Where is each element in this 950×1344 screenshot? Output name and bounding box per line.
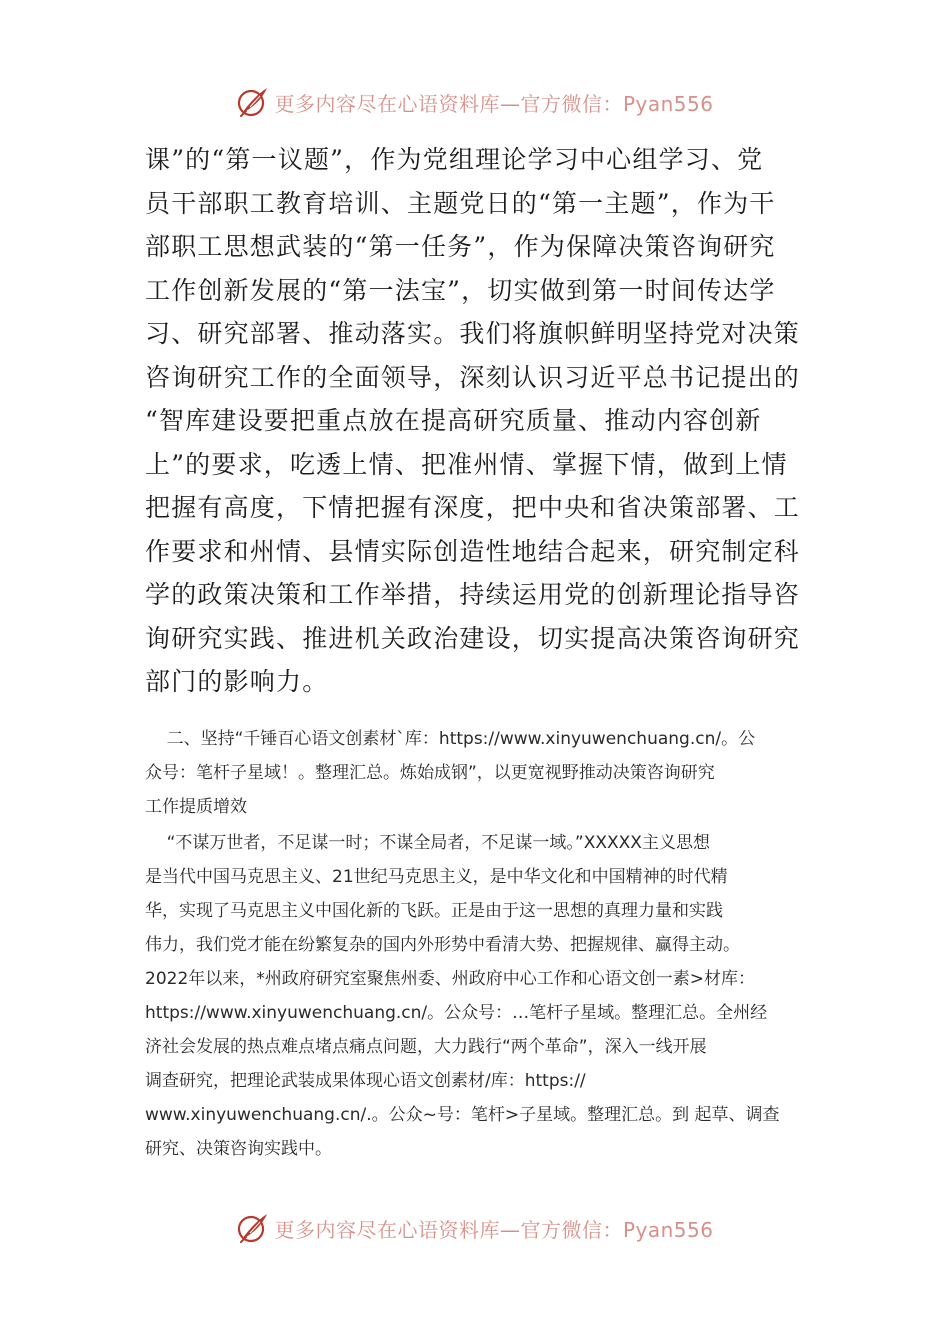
paragraph-line: 课”的“第一议题”，作为党组理论学习中心组学习、党 (145, 145, 764, 174)
body-line: https://www.xinyuwenchuang.cn/。公众号：…笔杆子星域。整理汇总。全州经 (145, 1002, 768, 1023)
quill-pen-icon (236, 85, 270, 119)
paragraph-line: “智库建设要把重点放在提高研究质量、推动内容创新 (145, 406, 762, 435)
body-line: 2022年以来，*州政府研究室聚焦州委、州政府中心工作和心语文创一素>材库： (145, 968, 756, 989)
heading-line: 工作提质增效 (145, 796, 247, 817)
paragraph-line: 上”的要求，吃透上情、把准州情、掌握下情，做到上情 (145, 449, 788, 479)
main-paragraph (145, 138, 810, 704)
quill-pen-icon (236, 1211, 270, 1245)
paragraph-line: 询研究实践、推进机关政治建设，切实提高决策咨询研究 (145, 623, 801, 653)
footer-banner (0, 1208, 950, 1248)
section-body (145, 826, 810, 1166)
body-line: 调查研究，把理论武装成果体现心语文创素材/库：https:// (145, 1070, 586, 1091)
heading-line: 众号：笔杆子星域！。整理汇总。炼始成钢”，以更宽视野推动决策咨询研究 (145, 762, 715, 783)
paragraph-line: 工作创新发展的“第一法宝”，切实做到第一时间传达学 (145, 275, 776, 305)
paragraph-line: 员干部职工教育培训、主题党日的“第一主题”，作为干 (145, 188, 776, 218)
paragraph-line: 把握有高度，下情把握有深度，把中央和省决策部署、工 (145, 493, 801, 522)
paragraph-line: 部门的影响力。 (145, 667, 329, 696)
body-line: 是当代中国马克思主义、21世纪马克思主义，是中华文化和中国精神的时代精 (145, 866, 728, 887)
body-line: 伟力，我们党才能在纷繁复杂的国内外形势中看清大势、把握规律、赢得主动。 (145, 934, 740, 955)
paragraph-line: 作要求和州情、县情实际创造性地结合起来，研究制定科 (145, 536, 801, 566)
paragraph-line: 咨询研究工作的全面领导，深刻认识习近平总书记提出的 (145, 362, 801, 392)
paragraph-line: 学的政策决策和工作举措，持续运用党的创新理论指导咨 (145, 580, 801, 609)
section-heading (145, 722, 810, 824)
document-body (145, 138, 810, 1166)
body-line: 华，实现了马克思主义中国化新的飞跃。正是由于这一思想的真理力量和实践 (145, 900, 723, 921)
footer-banner-text: 更多内容尽在心语资料库—官方微信：Pyan556 (274, 1217, 714, 1242)
body-line: 研究、决策咨询实践中。 (145, 1138, 332, 1159)
body-line: www.xinyuwenchuang.cn/.。公众~号：笔杆>子星域。整理汇总。到 起草、调查 (145, 1104, 780, 1125)
header-banner (0, 82, 950, 122)
header-banner-text: 更多内容尽在心语资料库—官方微信：Pyan556 (274, 91, 714, 116)
body-line: “不谋万世者，不足谋一时；不谋全局者，不足谋一域。”XXXXX主义思想 (145, 832, 710, 853)
heading-line: 二、坚持“千锤百心语文创素材`库：https://www.xinyuwenchuang.cn/。公 (145, 728, 756, 749)
body-line: 济社会发展的热点难点堵点痛点问题，大力践行“两个革命”，深入一线开展 (145, 1036, 707, 1057)
paragraph-line: 习、研究部署、推动落实。我们将旗帜鲜明坚持党对决策 (145, 319, 801, 348)
paragraph-line: 部职工思想武装的“第一任务”，作为保障决策咨询研究 (145, 232, 776, 261)
